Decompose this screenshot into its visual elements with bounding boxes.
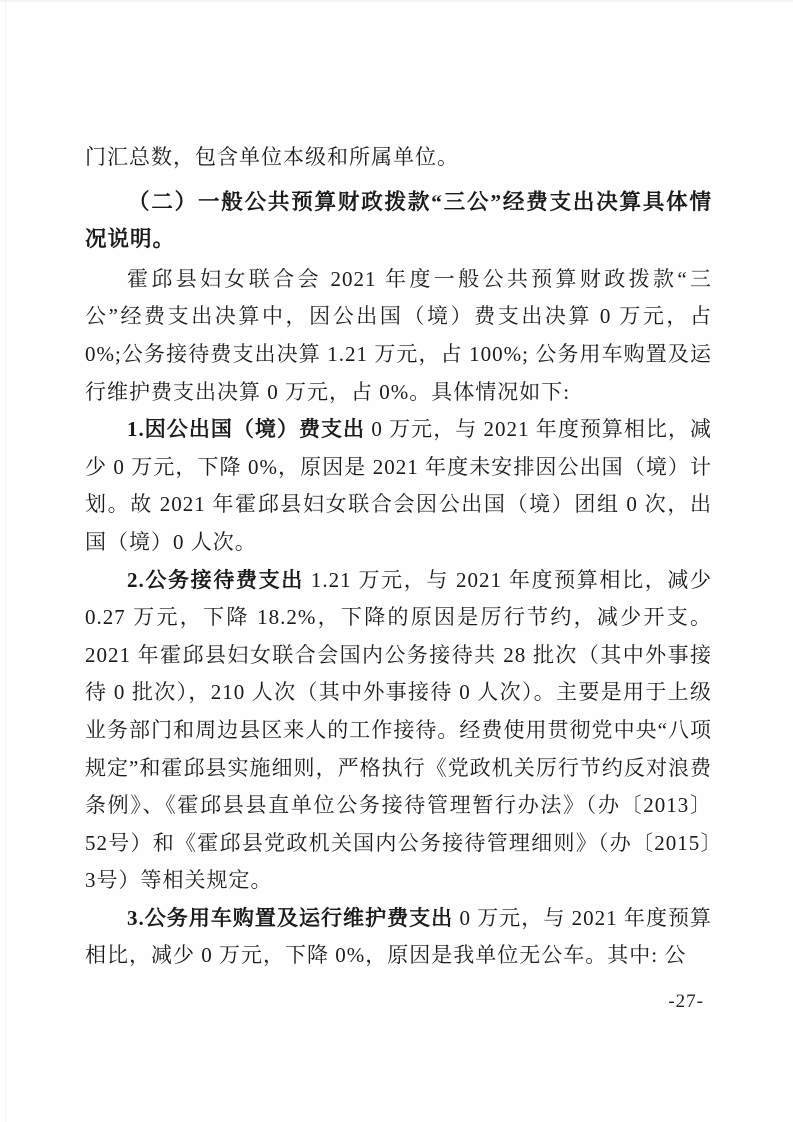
item-3-paragraph bbox=[85, 900, 712, 975]
paragraph-text: 1.21 万元，与 2021 年度预算相比，减少 0.27 万元，下降 18.2%，下降的原因是厉行节约，减少开支。2021 年霍邱县妇女联合会国内公务接待共 28 批次（其中外事接待 0 批次），210 人次（其中外事接待 0 人次）。主要是用于上级业务部门和周边县区来人的工作接待。经费使用贯彻党中央“八项规定”和霍邱县实施细则，严格执行《党政机关厉行节约反对浪费条例》、《霍邱县县直单位公务接待管理暂行办法》（办〔2013〕52号）和《霍邱县党政机关国内公务接待管理细则》（办〔2015〕3号）等相关规定。 bbox=[85, 567, 713, 893]
document-body bbox=[85, 139, 712, 975]
heading-text: （二）一般公共预算财政拨款“三公”经费支出决算具体情况说明。 bbox=[85, 189, 712, 252]
page-number: -27- bbox=[668, 991, 704, 1012]
scan-edge-left bbox=[5, 0, 6, 1122]
item-1-paragraph bbox=[85, 411, 712, 561]
paragraph-text: 门汇总数，包含单位本级和所属单位。 bbox=[85, 145, 459, 169]
item-2-paragraph bbox=[85, 562, 712, 900]
scan-edge-top bbox=[0, 0, 793, 2]
item-3-title: 3.公务用车购置及运行维护费支出 bbox=[127, 905, 454, 930]
item-1-title: 1.因公出国（境）费支出 bbox=[127, 417, 366, 442]
item-2-title: 2.公务接待费支出 bbox=[127, 567, 304, 592]
summary-paragraph bbox=[85, 261, 712, 411]
paragraph-text: 霍邱县妇女联合会 2021 年度一般公共预算财政拨款“三公”经费支出决算中，因公出国（境）费支出决算 0 万元，占 0%;公务接待费支出决算 1.21 万元，占 100%; 公务用车购置及运行维护费支出决算 0 万元，占 0%。具体情况如下: bbox=[85, 266, 712, 404]
section-heading bbox=[85, 184, 712, 259]
paragraph-intro-continuation bbox=[85, 139, 712, 177]
paragraph-text: 0 万元，与 2021 年度预算相比，减少 0 万元，下降 0%，原因是 2021 年度未安排因公出国（境）计划。故 2021 年霍邱县妇女联合会因公出国（境）团组 0 次，出国（境）0 人次。 bbox=[85, 417, 713, 554]
paragraph-text: 0 万元，与 2021 年度预算相比，减少 0 万元，下降 0%，原因是我单位无公车。其中: 公 bbox=[85, 905, 713, 968]
